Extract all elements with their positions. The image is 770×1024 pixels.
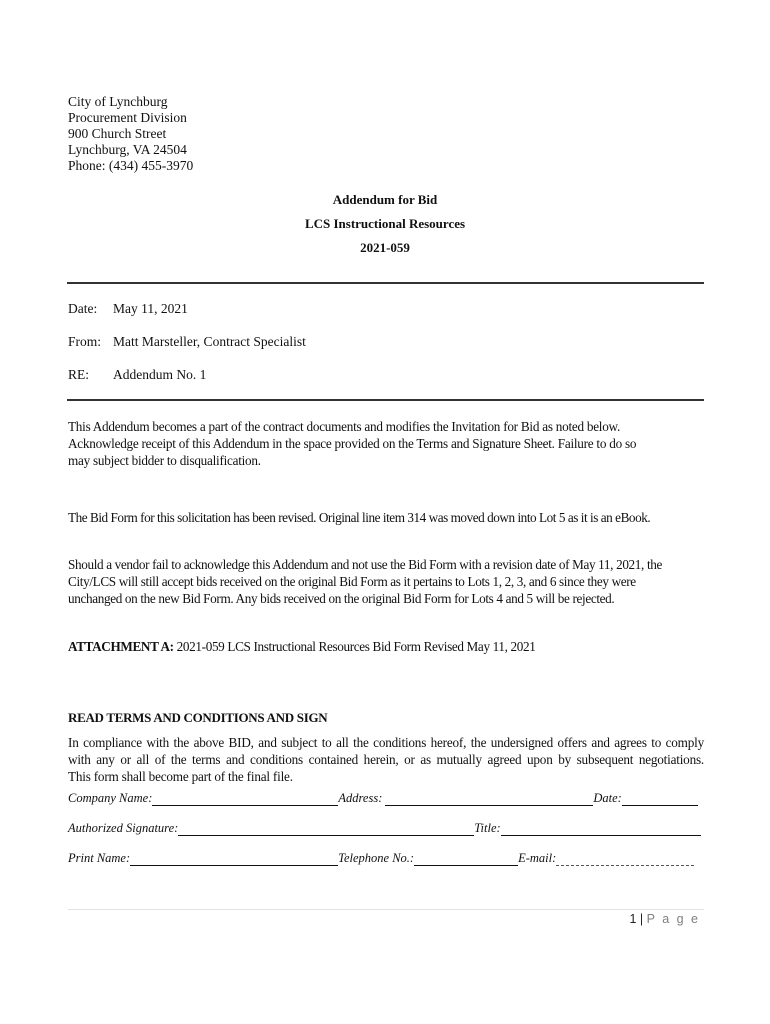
page-number: 1 [629,912,637,926]
authorized-signature-field[interactable] [178,823,474,836]
attachment-line [68,638,704,655]
company-name-field[interactable] [152,793,338,806]
page-footer [629,912,700,926]
sender-line-3: 900 Church Street [68,126,167,141]
attachment-label: ATTACHMENT A: [68,639,174,654]
authorized-signature-label: Authorized Signature: [68,821,179,835]
address-label: Address: [338,791,383,805]
sender-address-block [68,94,193,174]
vendor-line-3: unchanged on the new Bid Form. Any bids received on the original Bid Form for Lots 4 and 5 will be rejected. [68,591,615,606]
intro-paragraph [68,418,704,469]
terms-paragraph [68,734,704,785]
sender-line-4: Lynchburg, VA 24504 [68,142,187,157]
memo-from-label: From: [68,334,102,349]
terms-line-2: with any or all of the terms and conditions contained herein, or as mutually agreed upon by subsequent negotiations. [68,752,704,767]
print-name-field[interactable] [130,853,338,866]
terms-heading: READ TERMS AND CONDITIONS AND SIGN [68,710,328,725]
memo-re-row [68,367,206,383]
signature-row-company [68,791,704,806]
intro-line-3: may subject bidder to disqualification. [68,453,261,468]
header-divider-top [67,282,704,284]
print-name-label: Print Name: [68,851,131,865]
signature-row-print [68,851,704,866]
company-name-label: Company Name: [68,791,153,805]
document-subtitle: LCS Instructional Resources [304,216,466,231]
telephone-label: Telephone No.: [338,851,415,865]
sender-line-1: City of Lynchburg [68,94,168,109]
memo-from-value: Matt Marsteller, Contract Specialist [113,334,306,349]
sender-line-5: Phone: (434) 455-3970 [68,158,194,173]
header-divider-bottom [67,399,704,401]
page-word: P a g e [646,912,700,926]
title-label: Title: [474,821,501,835]
vendor-paragraph [68,556,704,607]
footer-divider [68,909,704,910]
vendor-line-1: Should a vendor fail to acknowledge this Addendum and not use the Bid Form with a revision date of May 11, 2021, the [68,557,663,572]
signature-row-authorized [68,821,704,836]
address-field[interactable] [385,793,593,806]
intro-line-2: Acknowledge receipt of this Addendum in the space provided on the Terms and Signature Sheet. Failure to do so [68,436,637,451]
bid-number: 2021-059 [360,240,410,255]
sender-line-2: Procurement Division [68,110,187,125]
date-label: Date: [593,791,622,805]
terms-line-1: In compliance with the above BID, and subject to all the conditions hereof, the undersigned offers and agrees to comply [68,735,704,750]
vendor-line-2: City/LCS will still accept bids received on the original Bid Form as it pertains to Lots 1, 2, 3, and 6 since they were [68,574,636,589]
title-field[interactable] [501,823,701,836]
email-field[interactable] [556,853,694,866]
telephone-field[interactable] [414,853,518,866]
terms-line-3: This form shall become part of the final file. [68,769,293,784]
memo-date-value: May 11, 2021 [113,301,188,316]
email-label: E-mail: [518,851,557,865]
revision-paragraph: The Bid Form for this solicitation has been revised. Original line item 314 was moved down into Lot 5 as it is an eBook. [68,510,651,525]
attachment-text: 2021-059 LCS Instructional Resources Bid Form Revised May 11, 2021 [173,639,536,654]
memo-date-row [68,301,188,317]
memo-from-row [68,334,306,350]
memo-re-value: Addendum No. 1 [113,367,207,382]
document-title: Addendum for Bid [332,192,438,207]
memo-date-label: Date: [68,301,98,316]
intro-line-1: This Addendum becomes a part of the contract documents and modifies the Invitation for Bid as noted below. [68,419,621,434]
date-field[interactable] [622,793,698,806]
memo-re-label: RE: [68,367,90,382]
page-separator: | [639,912,644,926]
